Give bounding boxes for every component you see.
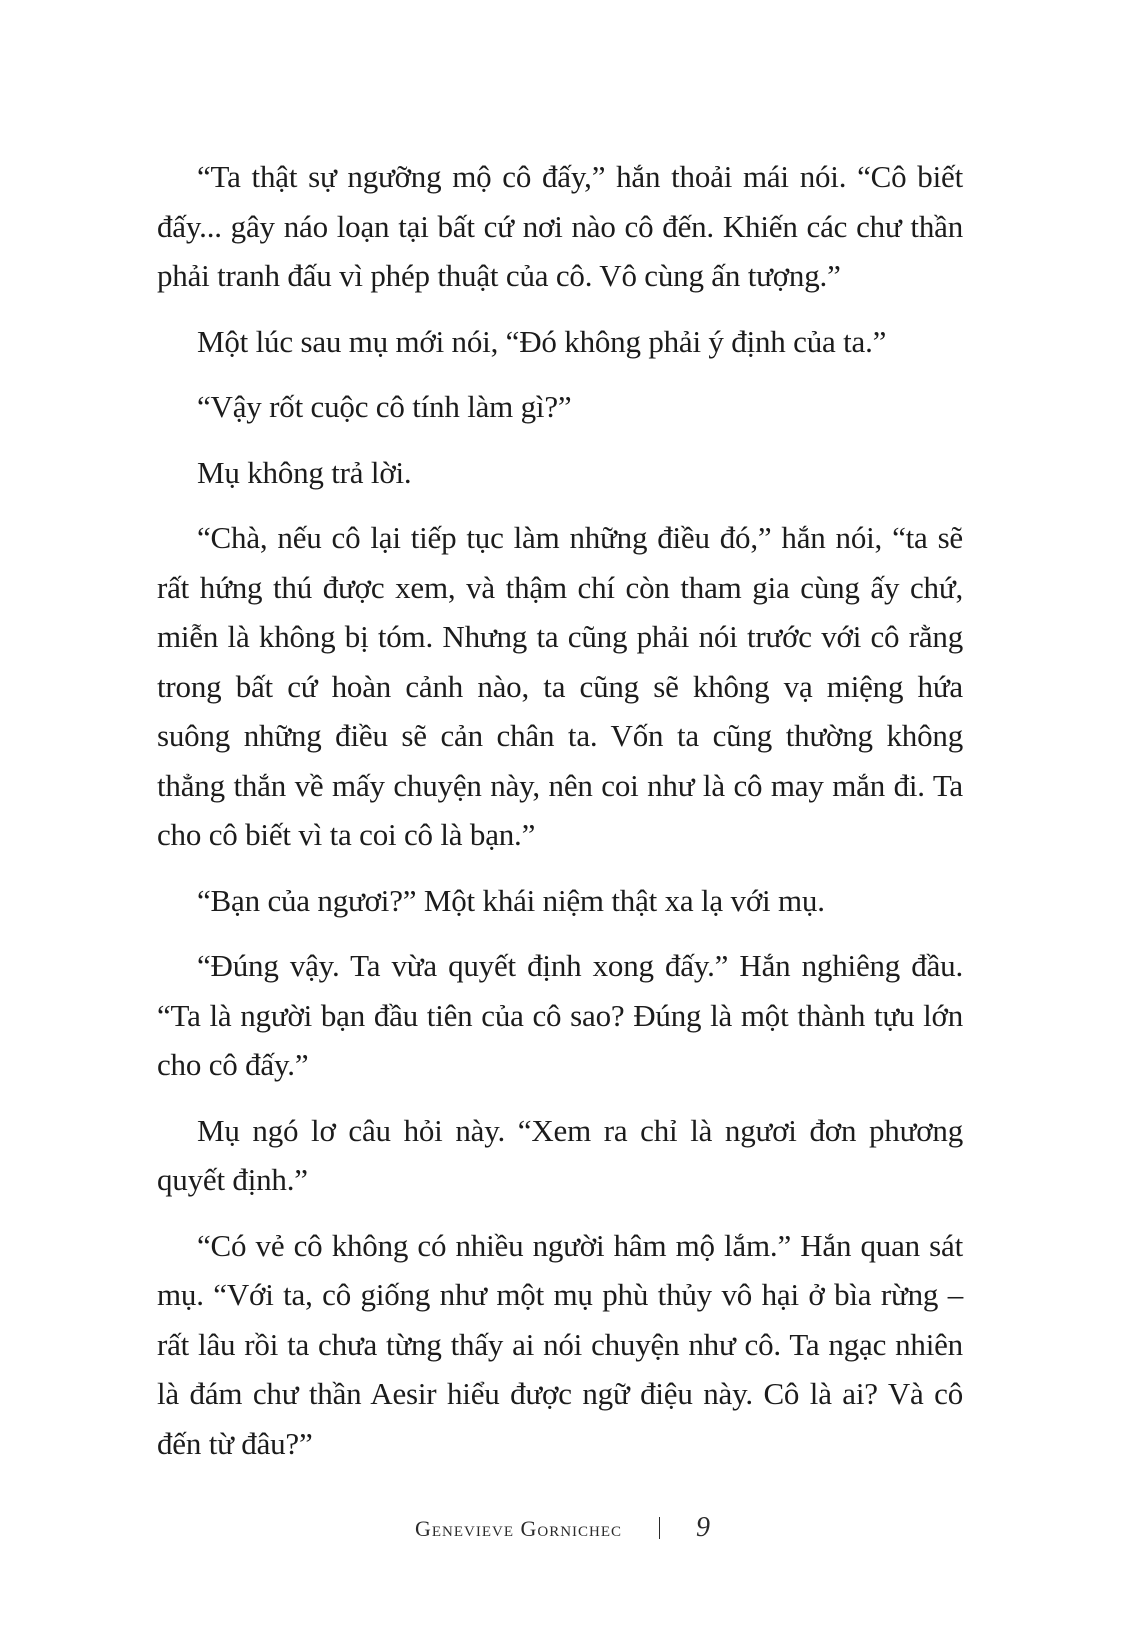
paragraph-8: Mụ ngó lơ câu hỏi này. “Xem ra chỉ là ngươi đơn phương quyết định.”: [157, 1112, 963, 1197]
footer-author: Genevieve Gornichec: [414, 1516, 623, 1541]
paragraph-7: “Đúng vậy. Ta vừa quyết định xong đấy.” Hắn nghiêng đầu. “Ta là người bạn đầu tiên của cô sao? Đúng là một thành tựu lớn cho cô đấy.”: [157, 948, 963, 1082]
paragraph-5: “Chà, nếu cô lại tiếp tục làm những điều đó,” hắn nói, “ta sẽ rất hứng thú được xem, và thậm chí còn tham gia cùng ấy chứ, miễn là không bị tóm. Nhưng ta cũng phải nói trước với cô rằng trong bất cứ hoàn cảnh nào, ta cũng sẽ không vạ miệng hứa suông những điều sẽ cản chân ta. Vốn ta cũng thường không thẳng thắn về mấy chuyện này, nên coi như là cô may mắn đi. Ta cho cô biết vì ta coi cô là bạn.”: [157, 520, 963, 852]
page-number: 9: [696, 1512, 712, 1543]
page-footer: [0, 1512, 1126, 1544]
paragraph-4: Mụ không trả lời.: [197, 454, 412, 490]
paragraph-3: “Vậy rốt cuộc cô tính làm gì?”: [197, 389, 572, 424]
paragraph-9: “Có vẻ cô không có nhiều người hâm mộ lắm.” Hắn quan sát mụ. “Với ta, cô giống như một mụ phù thủy vô hại ở bìa rừng – rất lâu rồi ta chưa từng thấy ai nói chuyện như cô. Ta ngạc nhiên là đám chư thần Aesir hiểu được ngữ điệu này. Cô là ai? Và cô đến từ đâu?”: [157, 1227, 963, 1461]
footer-separator: [659, 1517, 660, 1539]
paragraph-6: “Bạn của ngươi?” Một khái niệm thật xa lạ với mụ.: [197, 882, 825, 918]
body-text: [157, 152, 963, 1484]
paragraph-2: Một lúc sau mụ mới nói, “Đó không phải ý định của ta.”: [197, 323, 887, 359]
paragraph-1: “Ta thật sự ngưỡng mộ cô đấy,” hắn thoải mái nói. “Cô biết đấy... gây náo loạn tại bất cứ nơi nào cô đến. Khiến các chư thần phải tranh đấu vì phép thuật của cô. Vô cùng ấn tượng.”: [157, 159, 963, 293]
